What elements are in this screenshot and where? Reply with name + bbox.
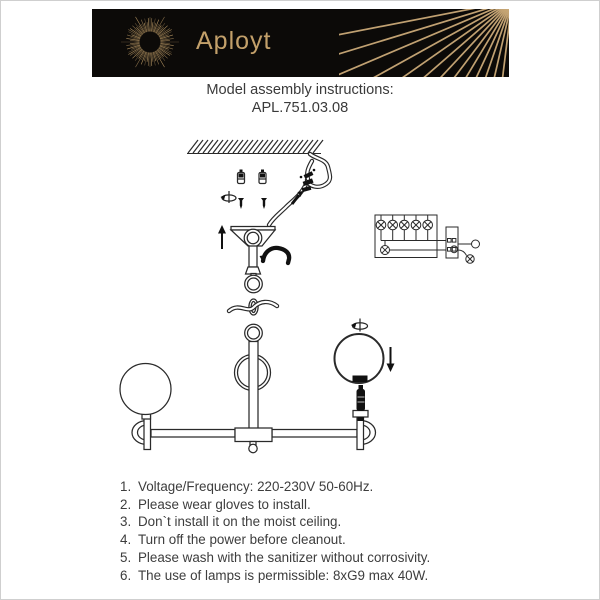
item-text: Please wear gloves to install. — [138, 496, 311, 512]
fixture-bar-right — [272, 430, 357, 438]
instruction-item — [120, 496, 430, 514]
hook-tool-icon — [260, 248, 290, 263]
screw-icon — [261, 198, 267, 209]
item-text: Don`t install it on the moist ceiling. — [138, 514, 342, 530]
glass-globe-detail — [335, 334, 384, 383]
brand-name: Aployt — [196, 27, 272, 55]
wiring-diagram — [375, 215, 480, 263]
finial-knob — [249, 442, 257, 453]
instruction-item — [120, 531, 430, 549]
lamp-symbol-icon — [376, 215, 474, 263]
item-number: 1. — [120, 479, 132, 494]
glass-globe — [120, 364, 171, 415]
instruction-item — [120, 513, 430, 531]
fixture-bar-left — [151, 430, 235, 438]
item-number: 2. — [120, 496, 132, 512]
item-number: 3. — [120, 514, 132, 530]
arrow-down-icon — [387, 347, 395, 372]
power-wires — [269, 154, 330, 225]
chain-ring-icon — [245, 274, 263, 293]
left-arm-end — [132, 415, 151, 450]
item-number: 6. — [120, 567, 132, 583]
ground-terminal-icon — [472, 240, 480, 248]
wall-anchor-icon — [238, 170, 245, 184]
lamp-socket — [353, 411, 368, 422]
item-text: Turn off the power before cleanout. — [138, 532, 346, 548]
item-number: 4. — [120, 532, 132, 548]
page-title: Model assembly instructions: — [206, 82, 394, 98]
model-number: APL.751.03.08 — [251, 99, 349, 116]
item-number: 5. — [120, 549, 132, 565]
rotate-symbol-icon — [351, 319, 368, 332]
ceiling-hatch — [188, 140, 323, 153]
item-text: Please wash with the sanitizer without corrosivity. — [138, 549, 431, 565]
arrow-up-icon — [218, 225, 226, 249]
instructions-list — [120, 478, 430, 584]
hanging-rod — [249, 342, 258, 430]
wall-anchor-icon — [259, 170, 266, 184]
instruction-item — [120, 478, 430, 496]
chain-ring-icon — [245, 324, 263, 342]
g9-bulb-icon — [357, 385, 366, 411]
rotate-symbol-icon — [221, 191, 237, 203]
screw-icon — [238, 198, 244, 209]
item-text: The use of lamps is permissible: 8xG9 max 40W. — [138, 567, 429, 583]
item-text: Voltage/Frequency: 220-230V 50-60Hz. — [138, 479, 374, 494]
instruction-item — [120, 567, 430, 585]
instruction-item — [120, 549, 430, 567]
center-hub — [235, 428, 272, 442]
